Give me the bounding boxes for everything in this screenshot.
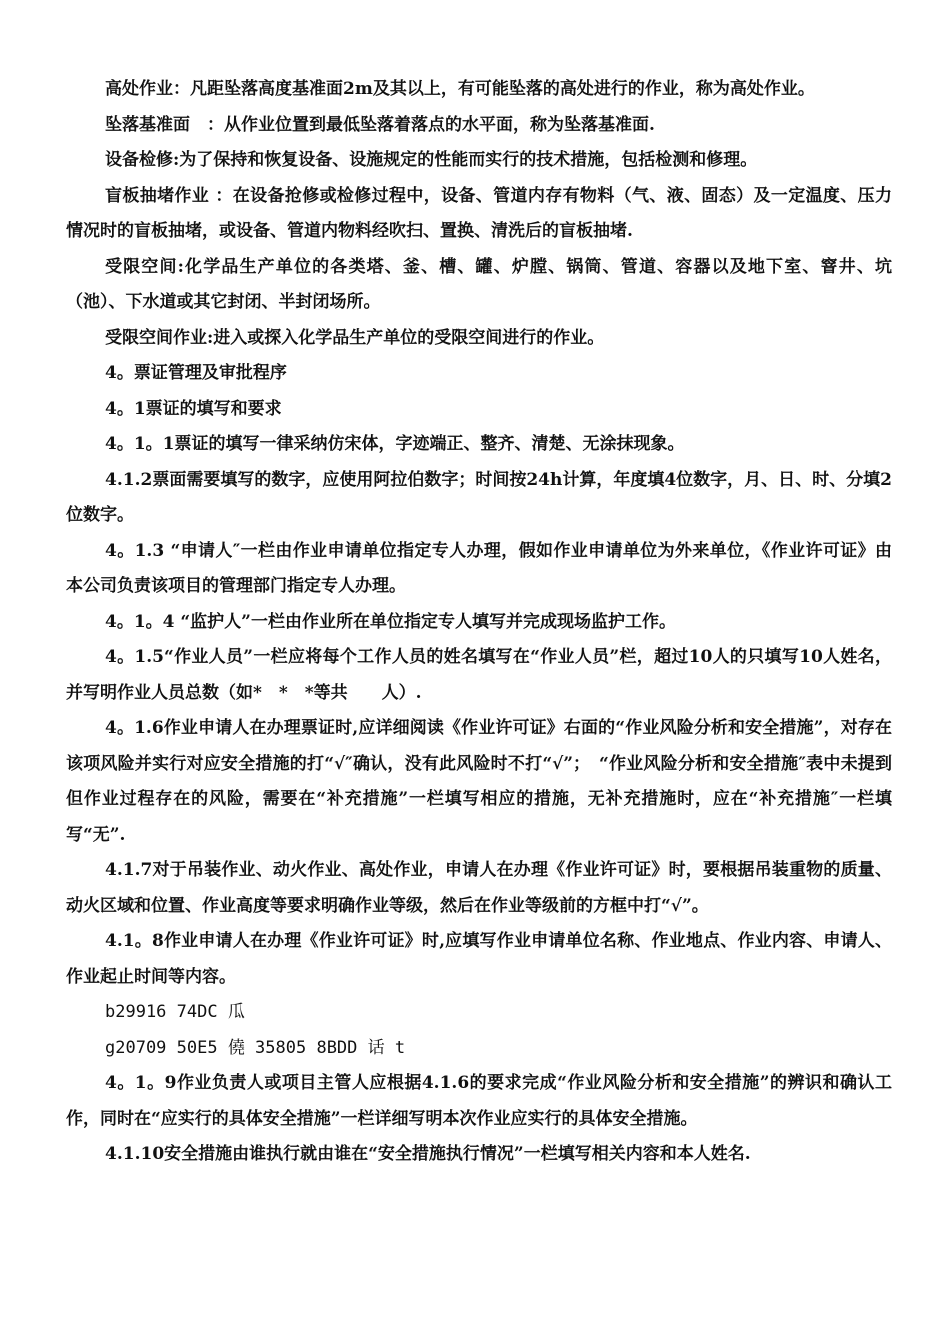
stray-code-line-1: b29916 74DC 瓜 xyxy=(105,1002,245,1022)
paragraph-4-1-3: 4。1.3 “申请人″一栏由作业申请单位指定专人办理，假如作业申请单位为外来单位，《作业许可证》由本公司负责该项目的管理部门指定专人办理。 xyxy=(66,540,892,596)
paragraph-definition-equipment-maintenance: 设备检修:为了保持和恢复设备、设施规定的性能而实行的技术措施，包括检测和修理。 xyxy=(105,150,758,170)
section-heading-4-1: 4。1票证的填写和要求 xyxy=(105,398,282,419)
document-body xyxy=(66,72,892,1173)
paragraph-4-1-9: 4。1。9作业负责人或项目主管人应根据4.1.6的要求完成“作业风险分析和安全措施”的辨识和确认工作，同时在“应实行的具体安全措施”一栏详细写明本次作业应实行的具体安全措施。 xyxy=(66,1073,892,1129)
paragraph-definition-blind-plate: 盲板抽堵作业 ：在设备抢修或检修过程中，设备、管道内存有物料（气、液、固态）及一定温度、压力情况时的盲板抽堵，或设备、管道内物料经吹扫、置换、清洗后的盲板抽堵. xyxy=(66,185,892,241)
paragraph-4-1-1: 4。1。1票证的填写一律采纳仿宋体，字迹端正、整齐、清楚、无涂抹现象。 xyxy=(105,434,685,454)
paragraph-4-1-6: 4。1.6作业申请人在办理票证时,应详细阅读《作业许可证》右面的“作业风险分析和安全措施”，对存在该项风险并实行对应安全措施的打“√″确认，没有此风险时不打“√”； “作业风险分析和安全措施″表中未提到但作业过程存在的风险，需要在“补充措施”一栏填写相应的措施，无补充措施时，应在“补充措施″一栏填写“无”. xyxy=(66,718,892,845)
paragraph-4-1-7: 4.1.7对于吊装作业、动火作业、高处作业，申请人在办理《作业许可证》时，要根据吊装重物的质量、动火区域和位置、作业高度等要求明确作业等级，然后在作业等级前的方框中打“√”。 xyxy=(66,860,892,916)
paragraph-definition-work-at-height: 高处作业：凡距坠落高度基准面2m及其以上，有可能坠落的高处进行的作业，称为高处作业。 xyxy=(105,79,815,99)
stray-code-line-2: g20709 50E5 僥 35805 8BDD 话 t xyxy=(105,1037,406,1058)
paragraph-4-1-2: 4.1.2票面需要填写的数字，应使用阿拉伯数字；时间按24h计算，年度填4位数字，月、日、时、分填2位数字。 xyxy=(66,469,892,525)
paragraph-definition-confined-space: 受限空间:化学品生产单位的各类塔、釜、槽、罐、炉膛、锅筒、管道、容器以及地下室、窨井、坑（池）、下水道或其它封闭、半封闭场所。 xyxy=(66,256,892,312)
paragraph-4-1-10: 4.1.10安全措施由谁执行就由谁在“安全措施执行情况”一栏填写相关内容和本人姓名. xyxy=(105,1144,751,1164)
section-heading-4: 4。票证管理及审批程序 xyxy=(105,363,287,383)
paragraph-definition-confined-space-work: 受限空间作业:进入或探入化学品生产单位的受限空间进行的作业。 xyxy=(105,327,605,348)
paragraph-4-1-4: 4。1。4 “监护人”一栏由作业所在单位指定专人填写并完成现场监护工作。 xyxy=(105,611,676,632)
paragraph-definition-fall-datum: 坠落基准面 ：从作业位置到最低坠落着落点的水平面，称为坠落基准面. xyxy=(105,114,655,135)
paragraph-4-1-5: 4。1.5“作业人员”一栏应将每个工作人员的姓名填写在“作业人员”栏，超过10人的只填写10人姓名，并写明作业人员总数（如* * *等共 人）. xyxy=(66,647,892,703)
paragraph-4-1-8: 4.1。8作业申请人在办理《作业许可证》时,应填写作业申请单位名称、作业地点、作业内容、申请人、作业起止时间等内容。 xyxy=(66,931,892,987)
